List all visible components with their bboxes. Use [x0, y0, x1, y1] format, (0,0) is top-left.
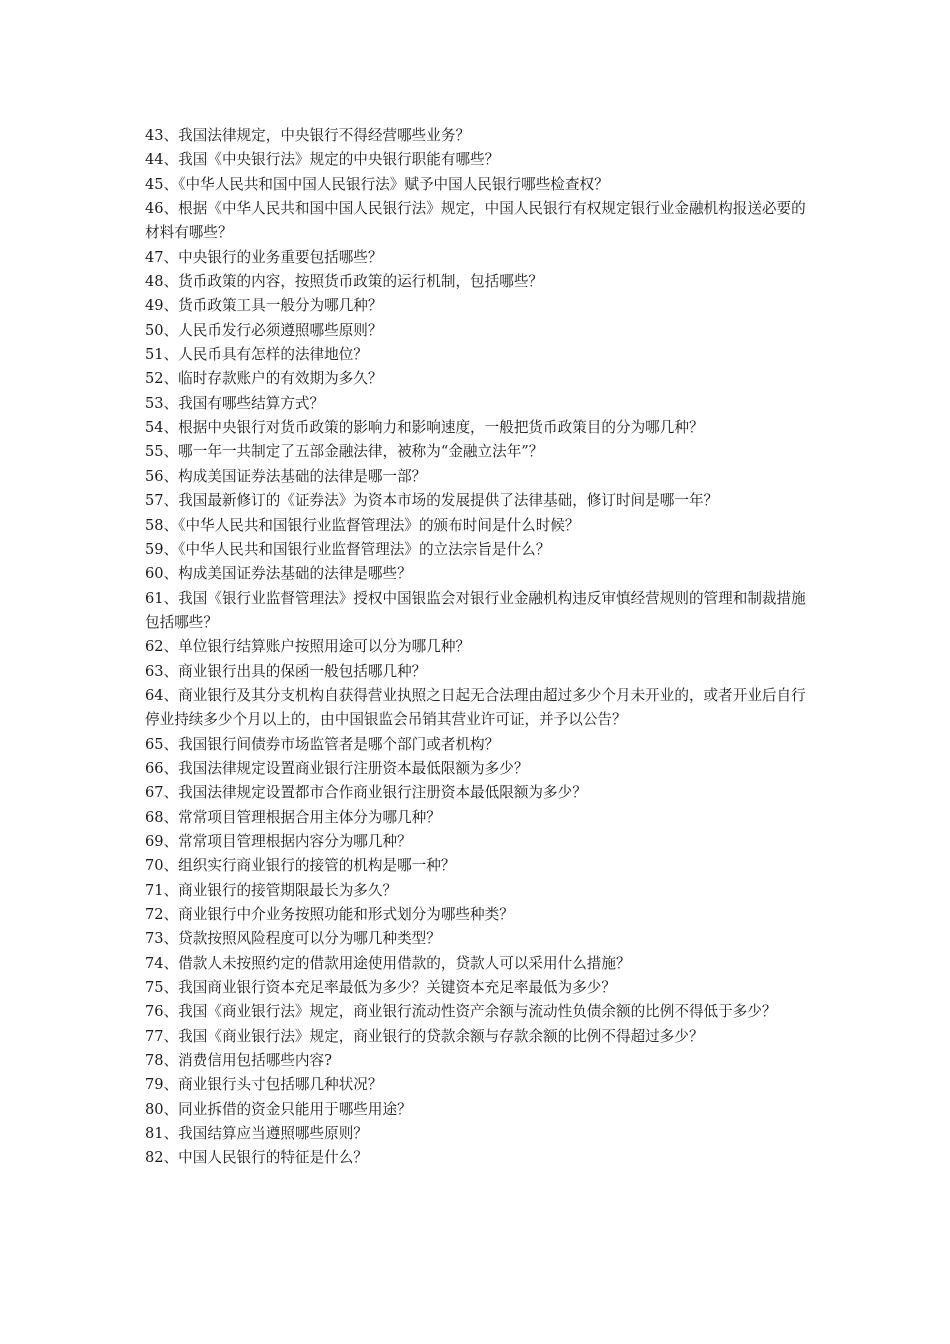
question-53: 53、我国有哪些结算方式？: [145, 394, 325, 412]
question-list: [145, 124, 810, 1171]
question-62: 62、单位银行结算账户按照用途可以分为哪几种？: [145, 638, 471, 656]
question-52: 52、临时存款账户的有效期为多久？: [145, 370, 383, 388]
question-46: 46、根据《中华人民共和国中国人民银行法》规定，中国人民银行有权规定银行业金融机构报送必要的材料有哪些？: [145, 200, 806, 242]
question-48: 48、货币政策的内容，按照货币政策的运行机制，包括哪些？: [145, 273, 544, 291]
question-56: 56、构成美国证券法基础的法律是哪一部？: [145, 467, 427, 485]
question-57: 57、我国最新修订的《证券法》为资本市场的发展提供了法律基础，修订时间是哪一年？: [145, 492, 719, 510]
question-64: 64、商业银行及其分支机构自获得营业执照之日起无合法理由超过多少个月未开业的，或者开业后自行停业持续多少个月以上的，由中国银监会吊销其营业许可证，并予以公告？: [145, 686, 806, 729]
question-67: 67、我国法律规定设置都市合作商业银行注册资本最低限额为多少？: [145, 784, 587, 802]
question-43: 43、我国法律规定，中央银行不得经营哪些业务？: [145, 127, 471, 144]
question-72: 72、商业银行中介业务按照功能和形式划分为哪些种类？: [145, 906, 514, 923]
question-54: 54、根据中央银行对货币政策的影响力和影响速度，一般把货币政策目的分为哪几种？: [145, 419, 704, 437]
question-71: 71、商业银行的接管期限最长为多久？: [145, 881, 398, 899]
question-69: 69、常常项目管理根据内容分为哪几种？: [145, 832, 412, 850]
question-68: 68、常常项目管理根据合用主体分为哪几种？: [145, 808, 441, 826]
question-66: 66、我国法律规定设置商业银行注册资本最低限额为多少？: [145, 759, 529, 777]
question-45: 45、《中华人民共和国中国人民银行法》赋予中国人民银行哪些检查权？: [145, 175, 609, 193]
question-55: 55、哪一年一共制定了五部金融法律，被称为“金融立法年”？: [145, 443, 544, 461]
question-73: 73、贷款按照风险程度可以分为哪几种类型？: [145, 930, 441, 948]
question-61: 61、我国《银行业监督管理法》授权中国银监会对银行业金融机构违反审慎经营规则的管理和制裁措施包括哪些？: [145, 589, 806, 631]
question-51: 51、人民币具有怎样的法律地位？: [145, 346, 368, 364]
question-70: 70、组织实行商业银行的接管的机构是哪一种？: [145, 857, 456, 875]
question-79: 79、商业银行头寸包括哪几种状况？: [145, 1076, 383, 1094]
question-60: 60、构成美国证券法基础的法律是哪些？: [145, 565, 412, 583]
question-49: 49、货币政策工具一般分为哪几种？: [145, 297, 383, 315]
question-44: 44、我国《中央银行法》规定的中央银行职能有哪些？: [145, 151, 500, 169]
question-82: 82、中国人民银行的特征是什么？: [145, 1149, 368, 1167]
question-76: 76、我国《商业银行法》规定，商业银行流动性资产余额与流动性负债余额的比例不得低于多少？: [145, 1003, 777, 1021]
question-59: 59、《中华人民共和国银行业监督管理法》的立法宗旨是什么？: [145, 540, 551, 558]
question-75: 75、我国商业银行资本充足率最低为多少？关键资本充足率最低为多少？: [145, 979, 616, 997]
question-50: 50、人民币发行必须遵照哪些原则？: [145, 321, 383, 339]
question-65: 65、我国银行间债券市场监管者是哪个部门或者机构？: [145, 735, 500, 753]
question-78: 78、消费信用包括哪些内容?: [145, 1052, 332, 1070]
question-47: 47、中央银行的业务重要包括哪些？: [145, 248, 383, 266]
question-77: 77、我国《商业银行法》规定，商业银行的贷款余额与存款余额的比例不得超过多少？: [145, 1027, 704, 1045]
question-58: 58、《中华人民共和国银行业监督管理法》的颁布时间是什么时候？: [145, 516, 580, 534]
question-74: 74、借款人未按照约定的借款用途使用借款的，贷款人可以采用什么措施？: [145, 954, 631, 972]
question-81: 81、我国结算应当遵照哪些原则？: [145, 1125, 368, 1143]
question-63: 63、商业银行出具的保函一般包括哪几种？: [145, 662, 427, 680]
question-80: 80、同业拆借的资金只能用于哪些用途？: [145, 1100, 412, 1118]
